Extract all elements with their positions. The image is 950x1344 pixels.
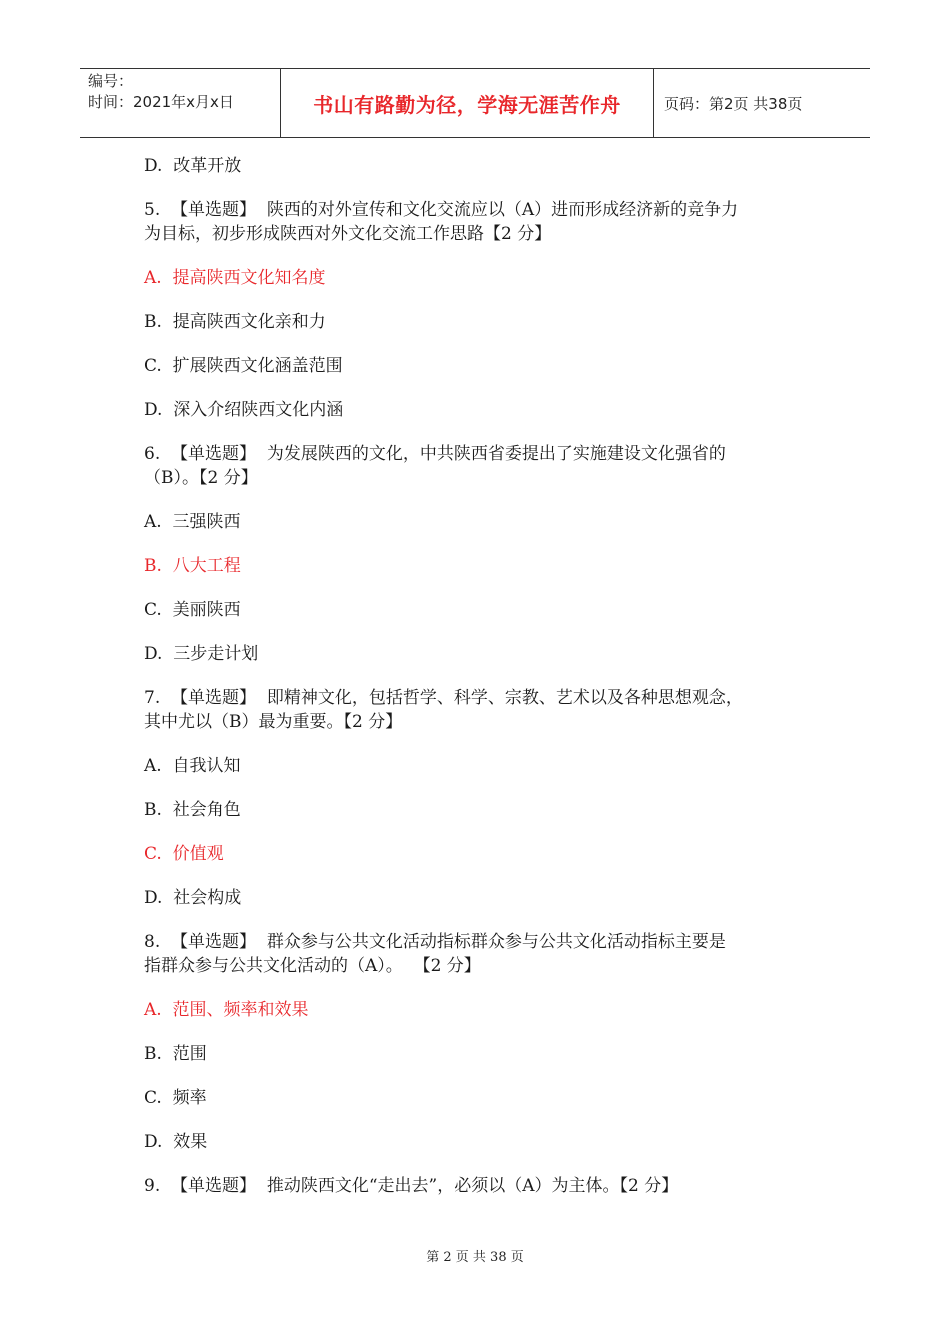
question-8-option-d: D. 效果	[144, 1132, 208, 1152]
question-6-stem-line2: （B）。【2 分】	[144, 468, 258, 488]
question-6-stem-line1: 6. 【单选题】 为发展陕西的文化，中共陕西省委提出了实施建设文化强省的	[144, 444, 726, 464]
question-8-stem-line1: 8. 【单选题】 群众参与公共文化活动指标群众参与公共文化活动指标主要是	[144, 932, 726, 952]
question-8-stem-line2: 指群众参与公共文化活动的（A）。 【2 分】	[144, 956, 481, 976]
question-7-stem-line2: 其中尤以（B）最为重要。【2 分】	[144, 712, 403, 732]
question-6-option-b: B. 八大工程	[144, 556, 241, 576]
header-meta	[80, 69, 281, 137]
question-8-option-a: A. 范围、频率和效果	[144, 1000, 309, 1020]
question-5-option-a: A. 提高陕西文化知名度	[144, 268, 326, 288]
question-7-option-c: C. 价值观	[144, 844, 224, 864]
question-8-option-c: C. 频率	[144, 1088, 207, 1108]
question-6-option-c: C. 美丽陕西	[144, 600, 241, 620]
time-label: 时间：2021年x月x日	[88, 93, 234, 111]
page-header	[80, 68, 870, 138]
number-label: 编号：	[88, 72, 134, 90]
header-motto: 书山有路勤为径，学海无涯苦作舟	[281, 69, 654, 137]
question-5-stem-line1: 5. 【单选题】 陕西的对外宣传和文化交流应以（A）进而形成经济新的竞争力	[144, 200, 739, 220]
question-5-stem-line2: 为目标，初步形成陕西对外文化交流工作思路【2 分】	[144, 224, 552, 244]
question-7-option-d: D. 社会构成	[144, 888, 242, 908]
question-7-stem-line1: 7. 【单选题】 即精神文化，包括哲学、科学、宗教、艺术以及各种思想观念，	[144, 688, 743, 708]
header-page-info: 页码：第2页 共38页	[664, 94, 803, 113]
question-6-option-a: A. 三强陕西	[144, 512, 241, 532]
question-5-option-b: B. 提高陕西文化亲和力	[144, 312, 326, 332]
option-d-previous: D. 改革开放	[144, 156, 242, 176]
question-6-option-d: D. 三步走计划	[144, 644, 259, 664]
question-9-stem: 9. 【单选题】 推动陕西文化“走出去”，必须以（A）为主体。【2 分】	[144, 1176, 679, 1196]
question-content	[144, 154, 814, 1198]
question-7-option-b: B. 社会角色	[144, 800, 241, 820]
page-footer: 第 2 页 共 38 页	[426, 1250, 524, 1265]
question-5-option-d: D. 深入介绍陕西文化内涵	[144, 400, 344, 420]
question-8-option-b: B. 范围	[144, 1044, 207, 1064]
question-5-option-c: C. 扩展陕西文化涵盖范围	[144, 356, 343, 376]
question-7-option-a: A. 自我认知	[144, 756, 241, 776]
